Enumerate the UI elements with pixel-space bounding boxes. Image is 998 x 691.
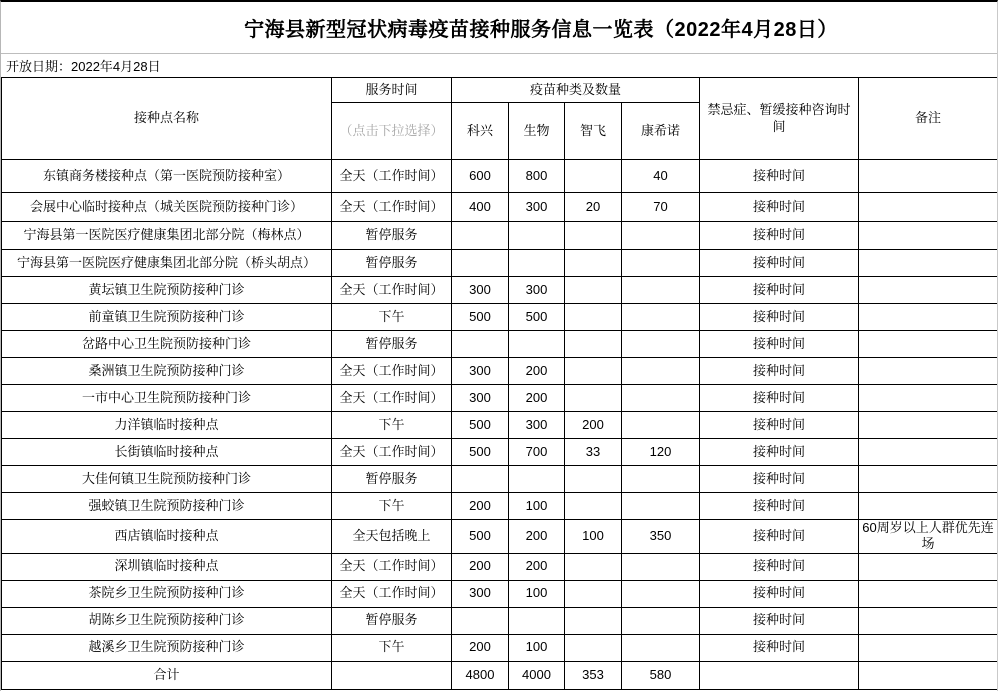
remark-cell[interactable]: [859, 331, 998, 358]
table-row: [2, 222, 998, 250]
site-name-cell[interactable]: 茶院乡卫生院预防接种门诊: [2, 580, 332, 607]
table-row: [2, 439, 998, 466]
kangxinuo-count-cell[interactable]: [622, 493, 700, 520]
shengwu-count-cell[interactable]: 200: [509, 358, 565, 385]
zhifei-count-cell[interactable]: [565, 160, 622, 193]
table-row: [2, 580, 998, 607]
service-time-cell[interactable]: 暂停服务: [332, 607, 452, 634]
service-time-cell[interactable]: 下午: [332, 304, 452, 331]
remark-cell[interactable]: 60周岁以上人群优先连场: [859, 520, 998, 554]
total-service-cell[interactable]: [332, 661, 452, 689]
kangxinuo-count-cell[interactable]: [622, 412, 700, 439]
zhifei-count-cell[interactable]: [565, 304, 622, 331]
kangxinuo-count-cell[interactable]: [622, 250, 700, 277]
total-label-cell[interactable]: 合计: [2, 661, 332, 689]
site-name-cell[interactable]: 一市中心卫生院预防接种门诊: [2, 385, 332, 412]
service-time-cell[interactable]: 全天包括晚上: [332, 520, 452, 554]
header-vaccine-shengwu: 生物: [509, 103, 565, 160]
kexing-count-cell[interactable]: 500: [452, 412, 509, 439]
remark-cell[interactable]: [859, 358, 998, 385]
shengwu-count-cell[interactable]: [509, 250, 565, 277]
remark-cell[interactable]: [859, 580, 998, 607]
kexing-count-cell[interactable]: 200: [452, 493, 509, 520]
zhifei-count-cell[interactable]: [565, 466, 622, 493]
table-row: [2, 358, 998, 385]
table-row: [2, 493, 998, 520]
table-row: [2, 412, 998, 439]
table-body: [2, 160, 998, 662]
site-name-cell[interactable]: 东镇商务楼接种点（第一医院预防接种室）: [2, 160, 332, 193]
site-name-cell[interactable]: 黄坛镇卫生院预防接种门诊: [2, 277, 332, 304]
kangxinuo-count-cell[interactable]: 350: [622, 520, 700, 554]
header-service-dropdown-hint: （点击下拉选择）: [332, 103, 452, 160]
table-row: [2, 277, 998, 304]
table-row: [2, 160, 998, 193]
zhifei-count-cell[interactable]: [565, 493, 622, 520]
site-name-cell[interactable]: 强蛟镇卫生院预防接种门诊: [2, 493, 332, 520]
table-row: [2, 634, 998, 661]
site-name-cell[interactable]: 力洋镇临时接种点: [2, 412, 332, 439]
remark-cell[interactable]: [859, 607, 998, 634]
remark-cell[interactable]: [859, 493, 998, 520]
total-consult-cell[interactable]: [700, 661, 859, 689]
open-date-label: 开放日期：2022年4月28日: [6, 59, 161, 74]
shengwu-count-cell[interactable]: [509, 466, 565, 493]
service-time-cell[interactable]: 暂停服务: [332, 250, 452, 277]
kexing-count-cell[interactable]: 200: [452, 553, 509, 580]
kexing-count-cell[interactable]: [452, 250, 509, 277]
consult-time-cell[interactable]: 接种时间: [700, 250, 859, 277]
zhifei-count-cell[interactable]: [565, 553, 622, 580]
consult-time-cell[interactable]: 接种时间: [700, 160, 859, 193]
kangxinuo-count-cell[interactable]: [622, 222, 700, 250]
service-time-cell[interactable]: 暂停服务: [332, 222, 452, 250]
zhifei-count-cell[interactable]: [565, 222, 622, 250]
kexing-count-cell[interactable]: 300: [452, 580, 509, 607]
zhifei-count-cell[interactable]: [565, 385, 622, 412]
consult-time-cell[interactable]: 接种时间: [700, 439, 859, 466]
zhifei-count-cell[interactable]: [565, 277, 622, 304]
shengwu-count-cell[interactable]: 500: [509, 304, 565, 331]
table-row: [2, 304, 998, 331]
zhifei-count-cell[interactable]: 100: [565, 520, 622, 554]
table-row: [2, 520, 998, 554]
zhifei-count-cell[interactable]: [565, 607, 622, 634]
service-time-cell[interactable]: 全天（工作时间）: [332, 358, 452, 385]
remark-cell[interactable]: [859, 412, 998, 439]
table-row: [2, 553, 998, 580]
shengwu-count-cell[interactable]: [509, 331, 565, 358]
remark-cell[interactable]: [859, 250, 998, 277]
shengwu-count-cell[interactable]: [509, 222, 565, 250]
kexing-count-cell[interactable]: 500: [452, 520, 509, 554]
consult-time-cell[interactable]: 接种时间: [700, 634, 859, 661]
site-name-cell[interactable]: 宁海县第一医院医疗健康集团北部分院（桥头胡点）: [2, 250, 332, 277]
service-time-cell[interactable]: 下午: [332, 493, 452, 520]
site-name-cell[interactable]: 岔路中心卫生院预防接种门诊: [2, 331, 332, 358]
kexing-count-cell[interactable]: [452, 222, 509, 250]
zhifei-count-cell[interactable]: 200: [565, 412, 622, 439]
header-vaccine-zhifei: 智飞: [565, 103, 622, 160]
site-name-cell[interactable]: 长街镇临时接种点: [2, 439, 332, 466]
kangxinuo-count-cell[interactable]: 40: [622, 160, 700, 193]
kangxinuo-count-cell[interactable]: [622, 331, 700, 358]
kangxinuo-count-cell[interactable]: 70: [622, 193, 700, 222]
vaccine-table: [1, 77, 998, 690]
kangxinuo-count-cell[interactable]: [622, 553, 700, 580]
consult-time-cell[interactable]: 接种时间: [700, 553, 859, 580]
total-kexing-cell[interactable]: 4800: [452, 661, 509, 689]
page-title: 宁海县新型冠状病毒疫苗接种服务信息一览表（2022年4月28日）: [244, 19, 838, 41]
site-name-cell[interactable]: 宁海县第一医院医疗健康集团北部分院（梅林点）: [2, 222, 332, 250]
kangxinuo-count-cell[interactable]: [622, 607, 700, 634]
remark-cell[interactable]: [859, 385, 998, 412]
shengwu-count-cell[interactable]: 700: [509, 439, 565, 466]
kexing-count-cell[interactable]: [452, 607, 509, 634]
table-row: [2, 331, 998, 358]
service-time-cell[interactable]: 全天（工作时间）: [332, 385, 452, 412]
kangxinuo-count-cell[interactable]: [622, 277, 700, 304]
kexing-count-cell[interactable]: [452, 466, 509, 493]
kexing-count-cell[interactable]: 500: [452, 304, 509, 331]
shengwu-count-cell[interactable]: 200: [509, 385, 565, 412]
consult-time-cell[interactable]: 接种时间: [700, 385, 859, 412]
kangxinuo-count-cell[interactable]: [622, 304, 700, 331]
site-name-cell[interactable]: 西店镇临时接种点: [2, 520, 332, 554]
kexing-count-cell[interactable]: [452, 331, 509, 358]
remark-cell[interactable]: [859, 160, 998, 193]
consult-time-cell[interactable]: 接种时间: [700, 412, 859, 439]
consult-time-cell[interactable]: 接种时间: [700, 331, 859, 358]
service-time-cell[interactable]: 全天（工作时间）: [332, 193, 452, 222]
kangxinuo-count-cell[interactable]: [622, 634, 700, 661]
kangxinuo-count-cell[interactable]: 120: [622, 439, 700, 466]
kangxinuo-count-cell[interactable]: [622, 580, 700, 607]
kexing-count-cell[interactable]: 600: [452, 160, 509, 193]
service-time-cell[interactable]: 全天（工作时间）: [332, 277, 452, 304]
remark-cell[interactable]: [859, 222, 998, 250]
consult-time-cell[interactable]: 接种时间: [700, 193, 859, 222]
consult-time-cell[interactable]: 接种时间: [700, 493, 859, 520]
header-vaccine-kexing: 科兴: [452, 103, 509, 160]
shengwu-count-cell[interactable]: 100: [509, 493, 565, 520]
service-time-cell[interactable]: 全天（工作时间）: [332, 580, 452, 607]
total-shengwu-cell[interactable]: 4000: [509, 661, 565, 689]
service-time-cell[interactable]: 全天（工作时间）: [332, 439, 452, 466]
table-row: [2, 466, 998, 493]
consult-time-cell[interactable]: 接种时间: [700, 222, 859, 250]
table-row: [2, 193, 998, 222]
table-row: [2, 250, 998, 277]
header-vaccine-group: 疫苗种类及数量: [452, 78, 700, 103]
total-remark-cell[interactable]: [859, 661, 998, 689]
shengwu-count-cell[interactable]: [509, 607, 565, 634]
header-remark: 备注: [859, 78, 998, 160]
zhifei-count-cell[interactable]: [565, 580, 622, 607]
zhifei-count-cell[interactable]: [565, 250, 622, 277]
consult-time-cell[interactable]: 接种时间: [700, 580, 859, 607]
consult-time-cell[interactable]: 接种时间: [700, 358, 859, 385]
site-name-cell[interactable]: 胡陈乡卫生院预防接种门诊: [2, 607, 332, 634]
kangxinuo-count-cell[interactable]: [622, 466, 700, 493]
shengwu-count-cell[interactable]: 200: [509, 553, 565, 580]
zhifei-count-cell[interactable]: [565, 634, 622, 661]
table-row: [2, 607, 998, 634]
shengwu-count-cell[interactable]: 200: [509, 520, 565, 554]
kexing-count-cell[interactable]: 400: [452, 193, 509, 222]
kexing-count-cell[interactable]: 200: [452, 634, 509, 661]
header-row-top: [2, 78, 998, 103]
shengwu-count-cell[interactable]: 300: [509, 277, 565, 304]
remark-cell[interactable]: [859, 439, 998, 466]
header-consult-time: 禁忌症、暂缓接种咨询时间: [700, 78, 859, 160]
consult-time-cell[interactable]: 接种时间: [700, 304, 859, 331]
service-time-cell[interactable]: 下午: [332, 412, 452, 439]
kexing-count-cell[interactable]: 300: [452, 358, 509, 385]
header-service-time: 服务时间: [332, 78, 452, 103]
zhifei-count-cell[interactable]: 20: [565, 193, 622, 222]
kexing-count-cell[interactable]: 300: [452, 385, 509, 412]
consult-time-cell[interactable]: 接种时间: [700, 277, 859, 304]
shengwu-count-cell[interactable]: 100: [509, 580, 565, 607]
title-block: [1, 2, 997, 54]
zhifei-count-cell[interactable]: [565, 358, 622, 385]
kangxinuo-count-cell[interactable]: [622, 385, 700, 412]
remark-cell[interactable]: [859, 553, 998, 580]
open-date-row: [1, 54, 997, 77]
remark-cell[interactable]: [859, 466, 998, 493]
consult-time-cell[interactable]: 接种时间: [700, 607, 859, 634]
site-name-cell[interactable]: 桑洲镇卫生院预防接种门诊: [2, 358, 332, 385]
service-time-cell[interactable]: 暂停服务: [332, 331, 452, 358]
zhifei-count-cell[interactable]: [565, 331, 622, 358]
site-name-cell[interactable]: 前童镇卫生院预防接种门诊: [2, 304, 332, 331]
site-name-cell[interactable]: 大佳何镇卫生院预防接种门诊: [2, 466, 332, 493]
kangxinuo-count-cell[interactable]: [622, 358, 700, 385]
total-kangxinuo-cell[interactable]: 580: [622, 661, 700, 689]
total-zhifei-cell[interactable]: 353: [565, 661, 622, 689]
remark-cell[interactable]: [859, 193, 998, 222]
total-row: [2, 661, 998, 689]
shengwu-count-cell[interactable]: 100: [509, 634, 565, 661]
kexing-count-cell[interactable]: 300: [452, 277, 509, 304]
site-name-cell[interactable]: 会展中心临时接种点（城关医院预防接种门诊）: [2, 193, 332, 222]
service-time-cell[interactable]: 全天（工作时间）: [332, 160, 452, 193]
remark-cell[interactable]: [859, 304, 998, 331]
kexing-count-cell[interactable]: 500: [452, 439, 509, 466]
consult-time-cell[interactable]: 接种时间: [700, 466, 859, 493]
header-vaccine-kangxinuo: 康希诺: [622, 103, 700, 160]
remark-cell[interactable]: [859, 634, 998, 661]
shengwu-count-cell[interactable]: 300: [509, 412, 565, 439]
consult-time-cell[interactable]: 接种时间: [700, 520, 859, 554]
shengwu-count-cell[interactable]: 300: [509, 193, 565, 222]
remark-cell[interactable]: [859, 277, 998, 304]
shengwu-count-cell[interactable]: 800: [509, 160, 565, 193]
service-time-cell[interactable]: 暂停服务: [332, 466, 452, 493]
site-name-cell[interactable]: 越溪乡卫生院预防接种门诊: [2, 634, 332, 661]
header-site-name: 接种点名称: [2, 78, 332, 160]
service-time-cell[interactable]: 全天（工作时间）: [332, 553, 452, 580]
zhifei-count-cell[interactable]: 33: [565, 439, 622, 466]
site-name-cell[interactable]: 深圳镇临时接种点: [2, 553, 332, 580]
service-time-cell[interactable]: 下午: [332, 634, 452, 661]
table-row: [2, 385, 998, 412]
